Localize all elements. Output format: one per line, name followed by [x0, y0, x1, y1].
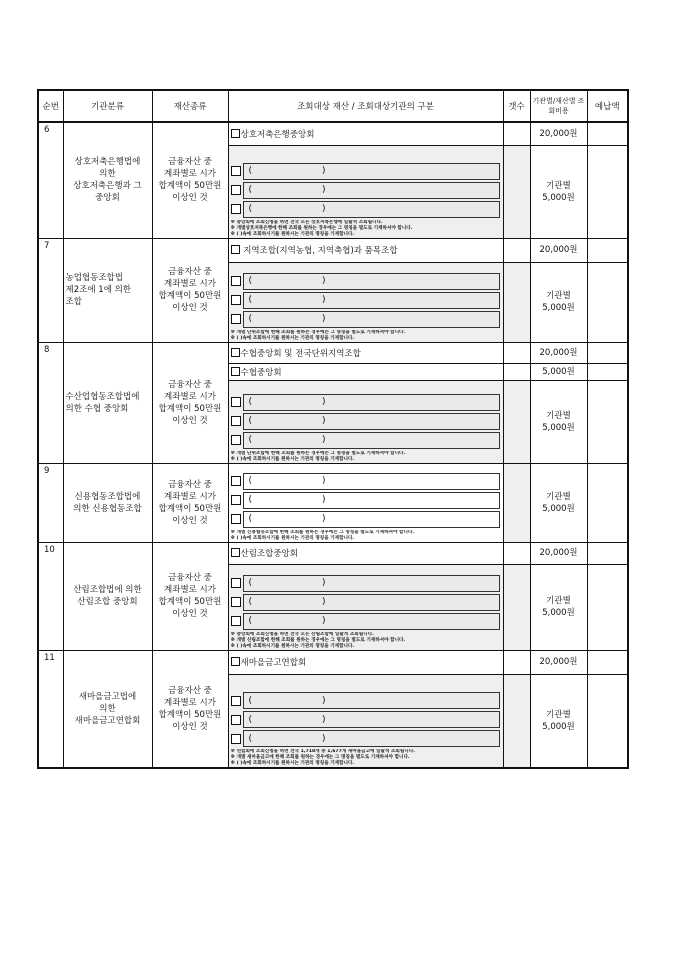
fee-cell: [530, 674, 587, 768]
count-cell[interactable]: [503, 542, 530, 564]
checkbox[interactable]: [231, 185, 241, 195]
institution-name-field[interactable]: [243, 292, 500, 309]
paren-close: ): [322, 495, 326, 505]
institution-category: [63, 238, 152, 342]
category-line: 새마을금고법에: [78, 691, 137, 702]
checkbox[interactable]: [231, 314, 241, 324]
institution-entry: [231, 182, 503, 199]
checkbox[interactable]: [231, 348, 240, 357]
deposit-cell[interactable]: [587, 145, 628, 238]
category-line: 새마을금고연합회: [74, 715, 141, 726]
notes: [231, 749, 503, 767]
paren-open: (: [248, 435, 253, 445]
deposit-cell[interactable]: [587, 650, 628, 674]
institution-name-field[interactable]: [243, 432, 500, 449]
institution-entry: [231, 613, 503, 630]
table-row: [38, 122, 628, 145]
institution-name-field[interactable]: [243, 273, 500, 290]
institution-entry: [231, 201, 503, 218]
paren-open: (: [248, 397, 253, 407]
table-row: [38, 238, 628, 262]
paren-close: ): [322, 416, 326, 426]
asset-line: 이상인 것: [172, 721, 208, 732]
asset-line: 합계액이 50만원: [158, 709, 222, 720]
fee-line: 5,000원: [542, 721, 575, 732]
institution-entry-area: [228, 380, 503, 463]
fee-line: 5,000원: [542, 608, 575, 618]
checkbox[interactable]: [231, 578, 241, 588]
paren-close: ): [322, 314, 326, 324]
row-number: 8: [38, 342, 63, 463]
paren-close: ): [322, 435, 326, 445]
header-row: [38, 90, 628, 122]
institution-entry: [231, 311, 503, 328]
asset-line: 금융자산 중: [168, 379, 212, 390]
institution-name-field[interactable]: [243, 692, 500, 709]
header-asset: 재산종류: [152, 90, 228, 122]
paren-open: (: [248, 476, 253, 486]
asset-line: 이상인 것: [172, 193, 208, 204]
institution-entry: [231, 492, 503, 509]
fee-cell: [530, 380, 587, 463]
row-number: 6: [38, 122, 63, 238]
institution-entry: [231, 163, 503, 180]
asset-type: [152, 650, 228, 768]
paren-open: (: [248, 695, 253, 706]
notes: [231, 220, 503, 238]
paren-open: (: [248, 733, 253, 744]
category-line: 중앙회: [95, 193, 120, 204]
asset-line: 계좌별로 시가: [164, 169, 216, 180]
count-cell[interactable]: [503, 342, 530, 363]
deposit-cell[interactable]: [587, 363, 628, 380]
paren-close: ): [322, 578, 326, 588]
count-cell[interactable]: [503, 564, 530, 650]
deposit-cell[interactable]: [587, 238, 628, 262]
deposit-cell[interactable]: [587, 380, 628, 463]
target-label: 수협중앙회: [240, 367, 282, 378]
paren-open: (: [248, 416, 253, 426]
paren-close: ): [322, 733, 326, 744]
institution-name-field[interactable]: [243, 163, 500, 180]
paren-open: (: [248, 578, 253, 588]
paren-open: (: [248, 185, 253, 195]
fee-line: 5,000원: [542, 192, 575, 203]
checkbox[interactable]: [231, 734, 241, 744]
asset-line: 금융자산 중: [168, 685, 212, 696]
target-option[interactable]: [228, 238, 503, 262]
category-line: 제2조에 1에 의한: [65, 285, 131, 295]
note-line: ※ ( )속에 조회하시기를 원하시는 기관의 명칭을 기재합니다.: [230, 643, 355, 649]
institution-name-field[interactable]: [243, 201, 500, 218]
note-line: ※ 개별 신용협동조합에 한해 조회를 원하는 경우에는 그 명칭을 별도로 기재하셔야 합니다.: [230, 529, 415, 535]
institution-name-field[interactable]: [243, 711, 500, 728]
institution-name-field[interactable]: [243, 394, 500, 411]
institution-name-field[interactable]: [243, 575, 500, 592]
checkbox[interactable]: [231, 696, 241, 706]
fee-cell: 5,000원: [530, 363, 587, 380]
asset-type: [152, 542, 228, 650]
header-category: 기관분류: [63, 90, 152, 122]
header-count: 갯수: [503, 90, 530, 122]
category-line: 의한 신용협동조합: [73, 503, 142, 514]
institution-entry: [231, 273, 503, 290]
note-line: ※ 개별 단위조합에 한해 조회를 원하는 경우에는 그 명칭을 별도로 기재하셔야 합니다.: [230, 450, 406, 456]
deposit-cell[interactable]: [587, 122, 628, 145]
checkbox[interactable]: [231, 245, 240, 254]
checkbox[interactable]: [231, 657, 240, 666]
category-line: 산림조합 중앙회: [77, 597, 138, 607]
fee-line: 기관별: [546, 709, 571, 720]
fee-line: 기관별: [546, 180, 571, 191]
table-row: [38, 542, 628, 564]
asset-type: [152, 463, 228, 542]
deposit-cell[interactable]: [587, 463, 628, 542]
category-line: 의한: [99, 703, 116, 714]
count-cell[interactable]: [503, 674, 530, 768]
asset-type: [152, 238, 228, 342]
institution-name-field[interactable]: [243, 613, 500, 630]
table-row: [38, 342, 628, 363]
notes: [231, 530, 503, 542]
note-line: ※ 개별 산림조합에 한해 조회를 원하는 경우에는 그 명칭을 별도로 기재하셔야 합니다.: [230, 637, 406, 643]
institution-entry-area: [228, 674, 503, 768]
paren-close: ): [322, 204, 326, 214]
notes: [231, 632, 503, 650]
checkbox[interactable]: [231, 514, 241, 524]
paren-close: ): [322, 695, 326, 706]
fee-cell: [530, 564, 587, 650]
institution-name-field[interactable]: [243, 311, 500, 328]
target-label: 수협중앙회 및 전국단위지역조합: [240, 348, 361, 359]
institution-name-field[interactable]: [243, 473, 500, 490]
fee-cell: [530, 145, 587, 238]
count-cell[interactable]: [503, 380, 530, 463]
table-row: [38, 463, 628, 542]
paren-close: ): [322, 476, 326, 486]
institution-category: [63, 650, 152, 768]
asset-line: 금융자산 중: [168, 573, 212, 583]
checkbox[interactable]: [231, 548, 240, 557]
paren-close: ): [322, 295, 326, 305]
fee-line: 기관별: [546, 596, 571, 606]
paren-close: ): [322, 514, 326, 524]
note-line: ※ 중앙회에 조회신청을 하면 전국 모든 상호저축은행에 일괄적 조회됩니다.: [230, 219, 383, 225]
paren-open: (: [248, 276, 253, 286]
target-option[interactable]: [228, 342, 503, 363]
category-line: 산림조합법에 의한: [73, 585, 142, 595]
asset-line: 합계액이 50만원: [158, 291, 222, 301]
asset-line: 합계액이 50만원: [158, 503, 222, 514]
target-label: 새마을금고연합회: [240, 658, 307, 668]
paren-open: (: [248, 514, 253, 524]
checkbox[interactable]: [231, 129, 240, 138]
note-line: ※ ( )속에 조회하시기를 원하시는 기관의 명칭을 기재합니다.: [230, 456, 355, 462]
header-deposit: 예납액: [587, 90, 628, 122]
deposit-cell[interactable]: [587, 674, 628, 768]
checkbox[interactable]: [231, 416, 241, 426]
institution-name-field[interactable]: [243, 730, 500, 747]
institution-entry: [231, 413, 503, 430]
paren-open: (: [248, 616, 253, 626]
target-option[interactable]: [228, 122, 503, 145]
paren-close: ): [322, 616, 326, 626]
notes: [231, 330, 503, 342]
institution-entry: [231, 511, 503, 528]
count-cell[interactable]: [503, 363, 530, 380]
header-target: 조회대상 재산 / 조회대상기관의 구분: [228, 90, 503, 122]
institution-entry: [231, 432, 503, 449]
paren-close: ): [322, 276, 326, 286]
paren-open: (: [248, 495, 253, 505]
note-line: ※ 개별상호저축은행에 한해 조회를 원하는 경우에는 그 명칭을 별도로 기재하셔야 합니다.: [230, 225, 413, 231]
asset-type: [152, 122, 228, 238]
paren-close: ): [322, 597, 326, 607]
checkbox[interactable]: [231, 715, 241, 725]
fee-cell: 20,000원: [530, 542, 587, 564]
note-line: ※ 개별 단위조합에 한해 조회를 원하는 경우에는 그 명칭을 별도로 기재하셔야 합니다.: [230, 329, 406, 335]
category-line: 상호저축은행과 그: [73, 181, 142, 192]
target-option[interactable]: [228, 650, 503, 674]
checkbox[interactable]: [231, 367, 240, 376]
fee-cell: 20,000원: [530, 342, 587, 363]
asset-line: 이상인 것: [172, 609, 208, 619]
row-number: 10: [38, 542, 63, 650]
fee-cell: 20,000원: [530, 122, 587, 145]
fee-line: 5,000원: [542, 503, 575, 514]
checkbox[interactable]: [231, 476, 241, 486]
institution-entry: [231, 292, 503, 309]
category-line: 조합: [65, 297, 82, 307]
asset-line: 금융자산 중: [168, 479, 212, 490]
paren-open: (: [248, 204, 253, 214]
checkbox[interactable]: [231, 397, 241, 407]
asset-line: 계좌별로 시가: [164, 697, 216, 708]
inquiry-table: [37, 89, 629, 769]
category-line: 상호저축은행법에: [74, 157, 141, 168]
institution-entry: [231, 711, 503, 728]
target-option[interactable]: [228, 363, 503, 380]
institution-entry-area: [228, 262, 503, 342]
institution-entry: [231, 575, 503, 592]
category-line: 의한 수협 중앙회: [65, 403, 129, 414]
institution-name-field[interactable]: [243, 182, 500, 199]
asset-type: [152, 342, 228, 463]
institution-entry-area: [228, 145, 503, 238]
count-cell[interactable]: [503, 145, 530, 238]
fee-line: 5,000원: [542, 422, 575, 433]
count-cell[interactable]: [503, 463, 530, 542]
header-num: 순번: [38, 90, 63, 122]
checkbox[interactable]: [231, 616, 241, 626]
paren-close: ): [322, 166, 326, 176]
asset-line: 계좌별로 시가: [164, 491, 216, 502]
category-line: 농업협동조합법: [65, 273, 123, 283]
checkbox[interactable]: [231, 166, 241, 176]
institution-category: [63, 463, 152, 542]
asset-line: 금융자산 중: [168, 157, 212, 168]
fee-cell: 20,000원: [530, 650, 587, 674]
fee-line: 기관별: [546, 291, 571, 301]
checkbox[interactable]: [231, 295, 241, 305]
category-line: 의한: [99, 169, 116, 180]
paren-open: (: [248, 597, 253, 607]
category-line: 신용협동조합법에: [74, 491, 141, 502]
row-number: 9: [38, 463, 63, 542]
deposit-cell[interactable]: [587, 342, 628, 363]
note-line: ※ 중앙회에 조회신청을 하면 전국 모든 산림조합에 일괄적 조회됩니다.: [230, 631, 374, 637]
institution-category: [63, 542, 152, 650]
paren-close: ): [322, 397, 326, 407]
checkbox[interactable]: [231, 597, 241, 607]
institution-entry-area: [228, 564, 503, 650]
deposit-cell[interactable]: [587, 564, 628, 650]
count-cell[interactable]: [503, 650, 530, 674]
fee-line: 기관별: [546, 410, 571, 421]
institution-entry: [231, 473, 503, 490]
asset-line: 계좌별로 시가: [164, 391, 216, 402]
deposit-cell[interactable]: [587, 262, 628, 342]
asset-line: 합계액이 50만원: [158, 597, 222, 607]
asset-line: 이상인 것: [172, 415, 208, 426]
note-line: ※ ( )속에 조회하시기를 원하시는 기관의 명칭을 기재합니다.: [230, 231, 355, 237]
note-line: ※ ( )속에 조회하시기를 원하시는 기관의 명칭을 기재합니다.: [230, 535, 355, 541]
checkbox[interactable]: [231, 495, 241, 505]
note-line: ※ ( )속에 조회하시기를 원하시는 기관의 명칭을 기재합니다.: [230, 335, 355, 341]
count-cell[interactable]: [503, 238, 530, 262]
fee-cell: [530, 262, 587, 342]
paren-close: ): [322, 185, 326, 195]
note-line: ※ ( )속에 조회하시기를 원하시는 기관의 명칭을 기재합니다.: [230, 761, 355, 766]
checkbox[interactable]: [231, 204, 241, 214]
paren-open: (: [248, 166, 253, 176]
institution-category: [63, 342, 152, 463]
table-row: [38, 650, 628, 674]
institution-name-field[interactable]: [243, 594, 500, 611]
institution-category: [63, 122, 152, 238]
target-option[interactable]: [228, 542, 503, 564]
paren-open: (: [248, 295, 253, 305]
institution-entry: [231, 730, 503, 747]
deposit-cell[interactable]: [587, 542, 628, 564]
note-line: ※ 연합회에 조회신청을 하면 전국 1,718개 중 1,677개 새마을금고에 일괄적 조회됩니다.: [230, 749, 415, 754]
institution-name-field[interactable]: [243, 413, 500, 430]
header-fee: 기관별/재산별 조회비용: [530, 90, 587, 122]
institution-name-field[interactable]: [243, 511, 500, 528]
count-cell[interactable]: [503, 122, 530, 145]
asset-line: 이상인 것: [172, 515, 208, 526]
paren-close: ): [322, 714, 326, 725]
fee-line: 기관별: [546, 491, 571, 502]
checkbox[interactable]: [231, 276, 241, 286]
asset-line: 계좌별로 시가: [164, 279, 216, 289]
institution-entry: [231, 394, 503, 411]
institution-entry: [231, 692, 503, 709]
notes: [231, 451, 503, 463]
note-line: ※ 개별 새마을금고에 한해 조회를 원하는 경우에는 그 명칭을 별도로 기재하셔야 합니다.: [230, 755, 410, 760]
asset-line: 금융자산 중: [168, 267, 212, 277]
asset-line: 이상인 것: [172, 303, 208, 313]
paren-open: (: [248, 314, 253, 324]
count-cell[interactable]: [503, 262, 530, 342]
asset-line: 합계액이 50만원: [158, 403, 222, 414]
target-label: 상호저축은행중앙회: [240, 129, 315, 140]
checkbox[interactable]: [231, 435, 241, 445]
fee-cell: [530, 463, 587, 542]
fee-cell: 20,000원: [530, 238, 587, 262]
institution-entry-area: [228, 463, 503, 542]
category-line: 수산업협동조합법에: [65, 391, 140, 402]
institution-name-field[interactable]: [243, 492, 500, 509]
target-label: 지역조합(지역농협, 지역축협)과 품목조합: [240, 246, 398, 256]
institution-entry: [231, 594, 503, 611]
asset-line: 합계액이 50만원: [158, 181, 222, 192]
target-label: 산림조합중앙회: [240, 549, 298, 559]
asset-line: 계좌별로 시가: [164, 585, 216, 595]
row-number: 11: [38, 650, 63, 768]
paren-open: (: [248, 714, 253, 725]
fee-line: 5,000원: [542, 303, 575, 313]
row-number: 7: [38, 238, 63, 342]
